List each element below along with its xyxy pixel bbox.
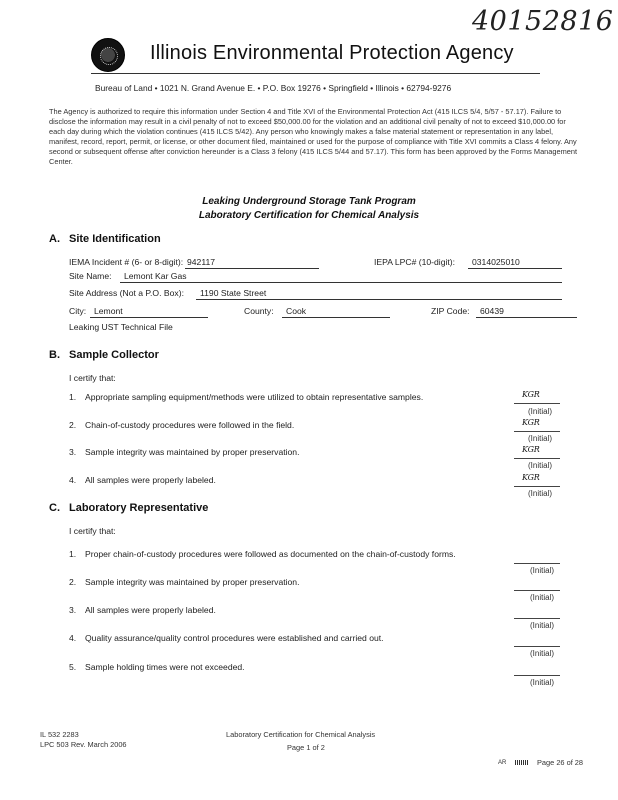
section-letter: A. bbox=[49, 233, 60, 245]
collector-certify-text: I certify that: bbox=[69, 373, 116, 383]
item-text: Sample integrity was maintained by proper preservation. bbox=[85, 447, 300, 457]
site-name-label: Site Name: bbox=[69, 271, 112, 281]
collector-item-1 bbox=[69, 392, 423, 402]
lab-item-1 bbox=[69, 549, 456, 559]
lpc-label: IEPA LPC# (10-digit): bbox=[374, 257, 456, 267]
lpc-field-line bbox=[468, 268, 562, 269]
item-number: 1. bbox=[69, 392, 77, 402]
lab-initial-line-2[interactable] bbox=[514, 590, 560, 591]
initial-line bbox=[514, 458, 560, 459]
item-number: 5. bbox=[69, 662, 77, 672]
item-number: 1. bbox=[69, 549, 77, 559]
section-a-heading bbox=[49, 233, 161, 245]
section-letter: C. bbox=[49, 502, 60, 514]
item-number: 3. bbox=[69, 447, 77, 457]
lab-item-4 bbox=[69, 633, 384, 643]
incident-field-line bbox=[185, 268, 319, 269]
lab-item-2 bbox=[69, 577, 299, 587]
footer-form-revision: LPC 503 Rev. March 2006 bbox=[40, 740, 127, 749]
lab-initial-line-3[interactable] bbox=[514, 618, 560, 619]
collector-initials-4[interactable]: KGR bbox=[522, 473, 540, 482]
item-number: 4. bbox=[69, 475, 77, 485]
program-title: Leaking Underground Storage Tank Program bbox=[202, 196, 416, 207]
initial-line bbox=[514, 403, 560, 404]
site-name-value[interactable]: Lemont Kar Gas bbox=[124, 271, 187, 281]
site-address-label: Site Address (Not a P.O. Box): bbox=[69, 288, 184, 298]
initial-label: (Initial) bbox=[528, 461, 553, 470]
collector-initials-3[interactable]: KGR bbox=[522, 445, 540, 454]
lab-initial-line-5[interactable] bbox=[514, 675, 560, 676]
state-seal-icon bbox=[91, 38, 125, 72]
item-text: All samples were properly labeled. bbox=[85, 475, 216, 485]
agency-name: Illinois Environmental Protection Agency bbox=[150, 42, 514, 64]
section-c-heading bbox=[49, 502, 208, 514]
footer-form-name: Laboratory Certification for Chemical Analysis bbox=[226, 730, 376, 739]
item-number: 2. bbox=[69, 577, 77, 587]
city-label: City: bbox=[69, 306, 87, 316]
section-letter: B. bbox=[49, 349, 60, 361]
site-address-value[interactable]: 1190 State Street bbox=[200, 288, 267, 298]
zip-value[interactable]: 60439 bbox=[480, 306, 504, 316]
lab-item-5 bbox=[69, 662, 245, 672]
lab-item-3 bbox=[69, 605, 216, 615]
zip-field-line bbox=[476, 317, 577, 318]
section-b-heading bbox=[49, 349, 159, 361]
footer-barcode bbox=[515, 760, 529, 765]
lab-initial-line-1[interactable] bbox=[514, 563, 560, 564]
initial-label: (Initial) bbox=[528, 407, 553, 416]
collector-initials-1[interactable]: KGR bbox=[522, 390, 540, 399]
item-text: Appropriate sampling equipment/methods were utilized to obtain representative samples. bbox=[85, 392, 424, 402]
collector-item-2 bbox=[69, 420, 294, 430]
item-text: All samples were properly labeled. bbox=[85, 605, 216, 615]
collector-item-3 bbox=[69, 447, 299, 457]
footer-page-count: Page 26 of 28 bbox=[537, 758, 584, 767]
section-title: Laboratory Representative bbox=[69, 502, 209, 514]
lab-certify-text: I certify that: bbox=[69, 526, 116, 536]
footer-form-code: IL 532 2283 bbox=[40, 730, 79, 739]
county-value[interactable]: Cook bbox=[286, 306, 307, 316]
site-name-field-line bbox=[120, 282, 562, 283]
collector-initials-2[interactable]: KGR bbox=[522, 418, 540, 427]
footer-page-number: Page 1 of 2 bbox=[287, 743, 325, 752]
initial-label: (Initial) bbox=[530, 593, 555, 602]
item-text: Chain-of-custody procedures were followed in the field. bbox=[85, 420, 295, 430]
zip-label: ZIP Code: bbox=[431, 306, 470, 316]
item-number: 3. bbox=[69, 605, 77, 615]
technical-file-label: Leaking UST Technical File bbox=[69, 322, 173, 332]
initial-line bbox=[514, 431, 560, 432]
section-title: Site Identification bbox=[69, 233, 161, 245]
item-number: 2. bbox=[69, 420, 77, 430]
initial-label: (Initial) bbox=[530, 621, 555, 630]
handwritten-document-number: 40152816 bbox=[472, 6, 614, 37]
initial-label: (Initial) bbox=[528, 489, 553, 498]
incident-label: IEMA Incident # (6- or 8-digit): bbox=[69, 257, 184, 267]
city-value[interactable]: Lemont bbox=[94, 306, 123, 316]
county-field-line bbox=[282, 317, 390, 318]
initial-label: (Initial) bbox=[530, 678, 555, 687]
collector-item-4 bbox=[69, 475, 216, 485]
header-divider bbox=[91, 73, 540, 74]
city-field-line bbox=[90, 317, 208, 318]
initial-label: (Initial) bbox=[530, 566, 555, 575]
initial-line bbox=[514, 486, 560, 487]
item-text: Sample holding times were not exceeded. bbox=[85, 662, 245, 672]
footer-batch-mark: AR bbox=[498, 760, 507, 766]
item-number: 4. bbox=[69, 633, 77, 643]
lab-initial-line-4[interactable] bbox=[514, 646, 560, 647]
lpc-value[interactable]: 0314025010 bbox=[472, 257, 520, 267]
incident-value[interactable]: 942117 bbox=[187, 257, 216, 267]
county-label: County: bbox=[244, 306, 274, 316]
initial-label: (Initial) bbox=[528, 434, 553, 443]
section-title: Sample Collector bbox=[69, 349, 159, 361]
form-title: Laboratory Certification for Chemical Analysis bbox=[198, 210, 420, 221]
initial-label: (Initial) bbox=[530, 649, 555, 658]
item-text: Quality assurance/quality control procedures were established and carried out. bbox=[85, 633, 384, 643]
site-address-field-line bbox=[196, 299, 562, 300]
item-text: Sample integrity was maintained by proper preservation. bbox=[85, 577, 300, 587]
agency-address: Bureau of Land • 1021 N. Grand Avenue E. • P.O. Box 19276 • Springfield • Illinois • 62794-9276 bbox=[95, 83, 452, 93]
legal-notice: The Agency is authorized to require this information under Section 4 and Title XVI of the Environmental Protection Act (415 ILCS 5/4, 5/57 - 57.17). Failure to disclose the information may result in a civil penalty of not to exceed $50,000.00 for the violation and an additional civil penalty of not to exceed $10,000.00 for each day during which the violation continues (415 ILCS 5/42). Any person who knowingly makes a false material statement or representation in any label, manifest, record, report, permit, or license, or other document filed, maintained or used for the purpose of compliance with Title XVI commits a Class 4 felony. Any second or subsequent offense after conviction hereunder is a Class 3 felony (415 ILCS 5/44 and 57.17). This form has been approved by the Forms Management Center. bbox=[49, 107, 578, 166]
item-text: Proper chain-of-custody procedures were followed as documented on the chain-of-custody forms. bbox=[85, 549, 456, 559]
